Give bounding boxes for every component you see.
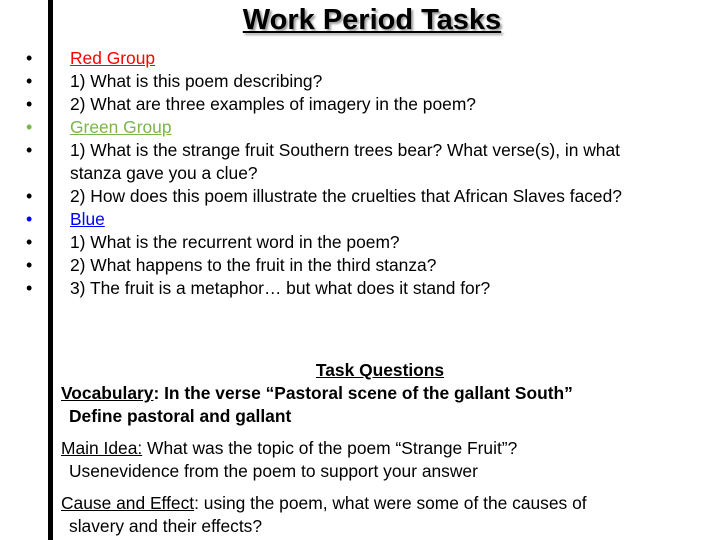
vocabulary-text: : In the verse “Pastoral scene of the gallant South” (153, 383, 573, 403)
list-item (18, 185, 720, 208)
bullet-icon: • (26, 232, 33, 252)
main-idea-section (61, 437, 716, 483)
cause-effect-label: Cause and Effect (61, 493, 195, 513)
bullet-icon: • (26, 278, 33, 298)
question-text: 1) What is the recurrent word in the poem? (70, 232, 400, 252)
bullet-icon: • (26, 186, 33, 206)
main-idea-text-continued: Usenevidence from the poem to support your answer (69, 461, 478, 481)
list-item (18, 139, 720, 185)
cause-effect-text: : using the poem, what were some of the causes of (194, 493, 587, 513)
bullet-icon: • (26, 71, 33, 91)
question-text: 1) What is this poem describing? (70, 71, 323, 91)
vocabulary-section (61, 382, 716, 428)
list-item (18, 116, 720, 139)
vocabulary-text-continued: Define pastoral and gallant (69, 406, 292, 426)
list-item (18, 70, 720, 93)
cause-effect-section (61, 492, 716, 538)
list-item (18, 277, 720, 300)
group-heading-blue: Blue (70, 209, 105, 229)
page-title: Work Period Tasks (242, 4, 502, 36)
bullet-icon: • (26, 117, 33, 137)
question-text: 2) What happens to the fruit in the third stanza? (70, 255, 437, 275)
question-text: 2) How does this poem illustrate the cruelties that African Slaves faced? (70, 186, 622, 206)
vocabulary-label: Vocabulary (61, 383, 154, 403)
bullet-icon: • (26, 255, 33, 275)
question-text: 3) The fruit is a metaphor… but what does it stand for? (70, 278, 491, 298)
list-item (18, 208, 720, 231)
bullet-icon: • (26, 48, 33, 68)
question-text-continued: stanza gave you a clue? (70, 163, 258, 183)
task-questions-heading: Task Questions (315, 360, 445, 380)
list-item (18, 231, 720, 254)
bullet-icon: • (26, 94, 33, 114)
bullet-icon: • (26, 209, 33, 229)
group-heading-green: Green Group (70, 117, 172, 137)
list-item (18, 93, 720, 116)
main-idea-text: What was the topic of the poem “Strange Fruit”? (142, 438, 518, 458)
task-list (18, 47, 720, 300)
question-text: 1) What is the strange fruit Southern trees bear? What verse(s), in what (70, 140, 620, 160)
main-idea-label: Main Idea: (61, 438, 143, 458)
list-item (18, 254, 720, 277)
cause-effect-text-continued: slavery and their effects? (69, 516, 263, 536)
group-heading-red: Red Group (70, 48, 156, 68)
list-item (18, 47, 720, 70)
question-text: 2) What are three examples of imagery in the poem? (70, 94, 476, 114)
bullet-icon: • (26, 140, 33, 160)
